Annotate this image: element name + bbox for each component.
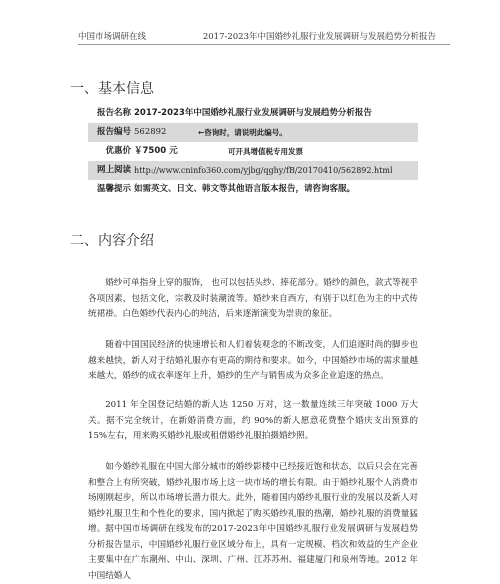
page-header: [78, 28, 450, 45]
info-row-tip: [88, 180, 418, 199]
info-row-url: [88, 161, 418, 180]
price-value: ￥7500 元: [134, 146, 178, 156]
tip-value: 如需英文、日文、韩文等其他语言版本报告，请咨询客服。: [134, 184, 356, 194]
info-row-price: [88, 142, 418, 161]
paragraph-3: 2011 年全国登记结婚的新人达 1250 万对，这一数量连续三年突破 1000 万大关。据不完全统计，在新婚消费方面，约 90%的新人愿意花费整个婚庆支出预算的 15%左右，用来购买婚纱礼服或租借婚纱礼服拍摄婚纱照。: [88, 400, 418, 441]
report-id-note: ←咨询时，请说明此编号。: [198, 128, 287, 137]
paragraph-2: 随着中国国民经济的快速增长和人们着装观念的不断改变，人们追逐时尚的脚步也越来越快，新人对于结婚礼服亦有更高的期待和要求。如今，中国婚纱市场的需求量越来越大，婚纱的成衣率逐年上升，婚纱的生产与销售成为众多企业追逐的热点。: [88, 340, 418, 381]
header-site-name: 中国市场调研在线: [78, 32, 147, 42]
report-name-value: 2017-2023年中国婚纱礼服行业发展调研与发展趋势分析报告: [134, 108, 372, 118]
report-url-link[interactable]: http://www.cninfo360.com/yjbg/qghy/fB/20170410/562892.html: [134, 166, 393, 175]
paragraph-1: 婚纱可单指身上穿的服饰， 也可以包括头纱、捧花部分。婚纱的颜色，款式等视乎各项因素，包括文化，宗教及时装潮流等。婚纱来自西方，有别于以红色为主的中式传统裙褂。白色婚纱代表内心的纯洁，后来逐渐演变为崇贵的象征。: [88, 278, 418, 319]
paragraph-4: 如今婚纱礼服在中国大部分城市的婚纱影楼中已经接近饱和状态，以后只会在完善和整合上有所突破，婚纱礼服市场上这一块市场的增长有限。由于婚纱礼服个人消费市场刚刚起步，所以市场增长潜力很大。此外，随着国内婚纱礼服行业的发展以及新人对婚纱礼服卫生和个性化的要求，国内掀起了购买婚纱礼服的热潮，婚纱礼服的消费量猛增。: [88, 462, 418, 534]
report-id-label: 报告编号: [96, 127, 131, 137]
section-title-basic-info: 一、基本信息: [70, 81, 154, 97]
header-report-title: 2017-2023年中国婚纱礼服行业发展调研与发展趋势分析报告: [202, 32, 436, 42]
section-title-content-intro: 二、内容介绍: [70, 233, 154, 249]
info-table: [88, 104, 418, 199]
info-row-report-name: [88, 104, 418, 123]
price-label: 优惠价: [105, 146, 131, 156]
report-name-label: 报告名称: [96, 108, 131, 118]
report-id-value: 562892: [134, 127, 167, 137]
paragraph-5: 据中国市场调研在线发布的2017-2023年中国婚纱礼服行业发展调研与发展趋势分析报告显示，中国婚纱礼服行业区域分布上，具有一定规模、档次和效益的生产企业主要集中在广东潮州、中山、深圳、广州、江苏苏州、福建厦门和泉州等地。2012 年中国结婚人: [88, 524, 418, 581]
info-row-report-id: [88, 123, 418, 142]
invoice-note: 可开具增值税专用发票: [228, 147, 303, 156]
url-label: 网上阅读: [96, 165, 131, 175]
tip-label: 温馨提示: [96, 184, 131, 194]
